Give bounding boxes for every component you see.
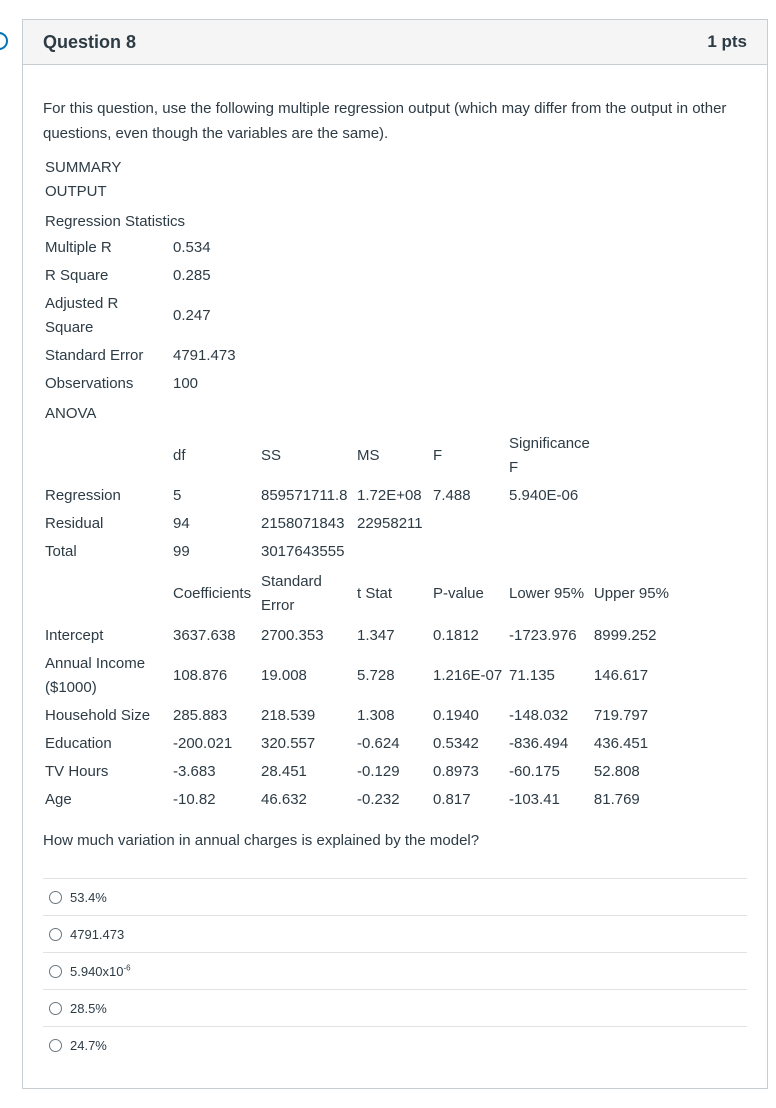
- stat-label: R Square: [45, 267, 109, 284]
- coef-cell: 719.797: [593, 707, 649, 724]
- anova-label: ANOVA: [45, 405, 97, 422]
- coef-cell: -0.232: [357, 791, 400, 808]
- stat-label: Multiple R: [45, 239, 112, 256]
- coef-cell: 71.135: [509, 667, 555, 684]
- anova-cell: 7.488: [433, 487, 471, 504]
- coef-header: Lower 95%: [509, 585, 585, 602]
- anova-header: df: [173, 447, 186, 464]
- question-title: Question 8: [43, 31, 137, 52]
- regression-statistics-label: Regression Statistics: [45, 213, 186, 230]
- coef-row-label: Education: [45, 735, 112, 752]
- question-intro: For this question, use the following multiple regression output (which may differ from the output in other questions, even though the variables are the same).: [43, 100, 727, 142]
- coef-cell: 81.769: [593, 791, 640, 808]
- anova-cell: 859571711.8: [261, 487, 348, 504]
- stat-value: 4791.473: [173, 347, 236, 364]
- answer-option[interactable]: [43, 952, 747, 989]
- anova-cell: 1.72E+08: [357, 487, 422, 504]
- answer-option[interactable]: [43, 989, 747, 1026]
- anova-cell: 22958211: [357, 515, 423, 532]
- coef-cell: -60.175: [509, 763, 560, 780]
- coef-cell: 1.347: [357, 627, 395, 644]
- coef-row-label: Household Size: [45, 707, 151, 724]
- coef-cell: 320.557: [261, 735, 316, 752]
- anova-cell: 5: [173, 487, 182, 504]
- anova-header: Significance F: [509, 435, 590, 476]
- anova-row-label: Regression: [45, 487, 121, 504]
- anova-cell: 3017643555: [261, 543, 345, 560]
- coef-header: Coefficients: [173, 585, 252, 602]
- question-header: [23, 20, 767, 65]
- answer-label: 24.7%: [70, 1037, 107, 1053]
- coef-cell: 8999.252: [593, 627, 657, 644]
- stat-label: Standard Error: [45, 347, 144, 364]
- coef-cell: -0.624: [357, 735, 400, 752]
- coef-cell: 19.008: [261, 667, 307, 684]
- summary-output-label: SUMMARY OUTPUT: [45, 159, 122, 200]
- coef-cell: 5.728: [357, 667, 395, 684]
- anova-cell: 94: [173, 515, 190, 532]
- coef-header: P-value: [433, 585, 484, 602]
- stat-label: Observations: [45, 375, 134, 392]
- anova-header: SS: [261, 447, 282, 464]
- question-card: [22, 19, 768, 1089]
- radio-button[interactable]: [49, 891, 62, 904]
- stat-value: 0.534: [173, 239, 211, 256]
- anova-cell: 99: [173, 543, 190, 560]
- coef-header: t Stat: [357, 585, 393, 602]
- answer-option[interactable]: [43, 878, 747, 915]
- anova-header: MS: [357, 447, 380, 464]
- coef-cell: 1.308: [357, 707, 395, 724]
- coef-cell: 218.539: [261, 707, 316, 724]
- coef-cell: 108.876: [173, 667, 228, 684]
- coef-cell: -10.82: [173, 791, 216, 808]
- stat-value: 0.285: [173, 267, 211, 284]
- anova-cell: 2158071843: [261, 515, 345, 532]
- coef-cell: -0.129: [357, 763, 400, 780]
- answer-option[interactable]: [43, 1026, 747, 1063]
- coef-cell: -200.021: [173, 735, 233, 752]
- coef-cell: 0.1940: [433, 707, 479, 724]
- coef-cell: -103.41: [509, 791, 560, 808]
- coef-cell: -836.494: [509, 735, 569, 752]
- coef-row-label: Annual Income ($1000): [45, 655, 146, 696]
- coef-row-label: TV Hours: [45, 763, 109, 780]
- question-prompt: How much variation in annual charges is explained by the model?: [43, 832, 480, 849]
- radio-button[interactable]: [49, 1039, 62, 1052]
- coef-cell: 0.5342: [433, 735, 479, 752]
- answer-option[interactable]: [43, 915, 747, 952]
- coef-cell: 285.883: [173, 707, 228, 724]
- stat-value: 0.247: [173, 307, 211, 324]
- radio-button[interactable]: [49, 965, 62, 978]
- answer-label: $5.940x10^{-6}$: [70, 963, 131, 979]
- coef-cell: 28.451: [261, 763, 307, 780]
- radio-button[interactable]: [49, 928, 62, 941]
- coef-cell: 0.817: [433, 791, 471, 808]
- coef-cell: 436.451: [593, 735, 649, 752]
- answer-label: 4791.473: [70, 926, 125, 942]
- radio-button[interactable]: [49, 1002, 62, 1015]
- coef-cell: -1723.976: [509, 627, 577, 644]
- coef-cell: -3.683: [173, 763, 216, 780]
- coef-row-label: Age: [45, 791, 72, 808]
- coef-cell: 0.1812: [433, 627, 479, 644]
- regression-output-table: [43, 156, 676, 814]
- answer-label: 28.5%: [70, 1000, 107, 1016]
- coef-cell: 2700.353: [261, 627, 324, 644]
- anova-header: F: [433, 447, 443, 464]
- question-marker-icon: [0, 32, 8, 50]
- anova-row-label: Total: [45, 543, 77, 560]
- anova-row-label: Residual: [45, 515, 104, 532]
- stat-label: Adjusted R Square: [45, 295, 119, 336]
- coef-cell: 1.216E-07: [433, 667, 503, 684]
- answer-label: 53.4%: [70, 889, 107, 905]
- coef-row-label: Intercept: [45, 627, 104, 644]
- coef-cell: 3637.638: [173, 627, 236, 644]
- coef-header: Standard Error: [261, 573, 322, 614]
- stat-value: 100: [173, 375, 199, 392]
- question-points: 1 pts: [707, 32, 747, 51]
- coef-header: Upper 95%: [593, 585, 669, 602]
- anova-cell: 5.940E-06: [509, 487, 579, 504]
- coef-cell: -148.032: [509, 707, 569, 724]
- coef-cell: 146.617: [593, 667, 649, 684]
- coef-cell: 52.808: [593, 763, 640, 780]
- coef-cell: 0.8973: [433, 763, 479, 780]
- answer-list: [43, 878, 747, 1063]
- coef-cell: 46.632: [261, 791, 307, 808]
